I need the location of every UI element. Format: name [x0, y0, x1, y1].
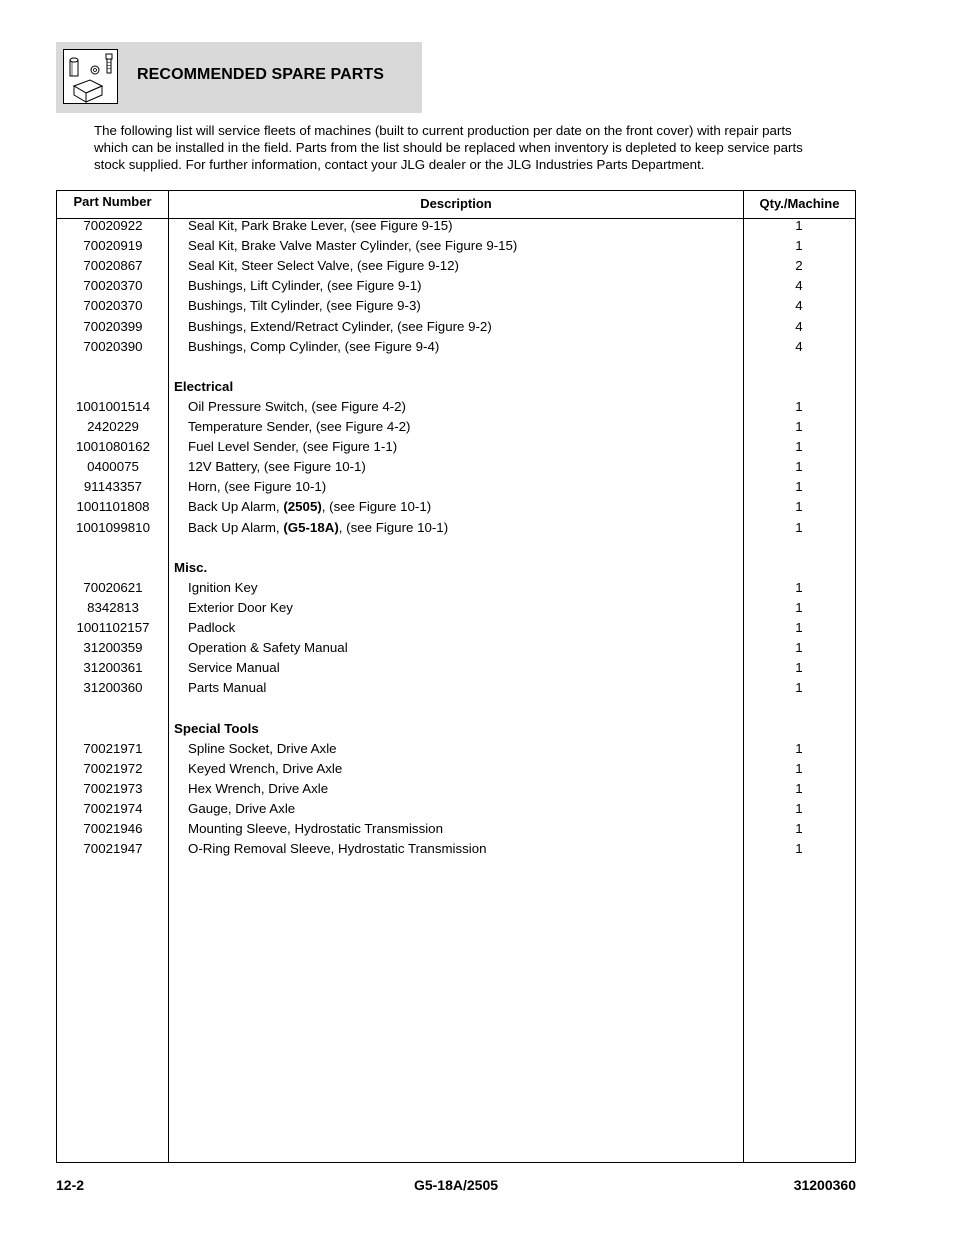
- quantity-cell: 1: [795, 479, 803, 495]
- quantity-cell: 1: [795, 680, 803, 696]
- column-header-part-number: Part Number: [73, 194, 152, 209]
- section-heading: Electrical: [174, 378, 234, 394]
- table-row: [57, 339, 855, 359]
- description-cell: Seal Kit, Steer Select Valve, (see Figure 9-12): [188, 258, 459, 274]
- quantity-cell: 1: [795, 620, 803, 635]
- quantity-cell: 1: [795, 398, 803, 414]
- part-number-cell: 70020621: [83, 579, 143, 595]
- description-cell: Seal Kit, Brake Valve Master Cylinder, (see Figure 9-15): [188, 238, 518, 254]
- table-row: [57, 459, 855, 479]
- manual-number: 31200360: [793, 1177, 856, 1193]
- description-cell: O-Ring Removal Sleeve, Hydrostatic Transmission: [188, 841, 487, 857]
- table-row: [57, 520, 855, 540]
- quantity-cell: 1: [795, 238, 803, 254]
- quantity-cell: 1: [795, 218, 803, 233]
- quantity-cell: 4: [795, 338, 803, 354]
- description-text: Back Up Alarm,: [188, 499, 284, 515]
- intro-paragraph: The following list will service fleets of machines (built to current production per date on the front cover) with repair parts which can be installed in the field. Parts from the list should be replaced when inventory is depleted to keep service parts stock supplied. For further information, contact your JLG dealer or the JLG Industries Parts Department.: [94, 123, 803, 172]
- description-text: , (see Figure 10-1): [338, 519, 449, 535]
- table-row: [57, 499, 855, 519]
- quantity-cell: 1: [795, 599, 803, 615]
- model-label: G5-18A/2505: [413, 1177, 499, 1193]
- part-number-cell: 1001099810: [76, 519, 150, 535]
- table-row: [57, 781, 855, 801]
- quantity-cell: 2: [795, 258, 803, 274]
- description-text: , (see Figure 10-1): [321, 499, 432, 515]
- part-number-cell: 70020370: [83, 298, 143, 314]
- table-row: [57, 741, 855, 761]
- quantity-cell: 4: [795, 278, 803, 294]
- part-number-cell: 31200361: [83, 660, 143, 676]
- part-number-cell: 8342813: [87, 599, 139, 615]
- description-cell: Bushings, Extend/Retract Cylinder, (see Figure 9-2): [188, 318, 492, 334]
- quantity-cell: 1: [795, 780, 803, 796]
- quantity-cell: 1: [795, 459, 803, 475]
- quantity-cell: 1: [795, 760, 803, 776]
- quantity-cell: 1: [795, 419, 803, 434]
- part-number-cell: 1001001514: [76, 398, 150, 414]
- part-number-cell: 70021974: [83, 800, 143, 816]
- description-cell: Keyed Wrench, Drive Axle: [188, 760, 343, 776]
- page-number: 12-2: [56, 1177, 85, 1193]
- description-cell: Seal Kit, Park Brake Lever, (see Figure 9-15): [188, 218, 453, 233]
- part-number-cell: 70020399: [83, 318, 143, 334]
- column-header-qty: Qty./Machine: [759, 196, 840, 211]
- description-cell: Service Manual: [188, 660, 280, 676]
- part-number-cell: 70020922: [83, 218, 143, 233]
- section-header: [56, 42, 422, 113]
- description-cell: Bushings, Lift Cylinder, (see Figure 9-1): [188, 278, 422, 294]
- section-heading: Misc.: [174, 559, 208, 575]
- quantity-cell: 4: [795, 298, 803, 314]
- table-row: [57, 640, 855, 660]
- description-cell: 12V Battery, (see Figure 10-1): [188, 459, 366, 475]
- table-row: [57, 319, 855, 339]
- part-number-cell: 31200360: [83, 680, 143, 696]
- quantity-cell: 1: [795, 800, 803, 816]
- description-cell: Exterior Door Key: [188, 599, 293, 615]
- description-cell: Gauge, Drive Axle: [188, 800, 296, 816]
- part-number-cell: 91143357: [83, 479, 143, 495]
- spare-parts-icon: [63, 49, 118, 104]
- description-cell: Horn, (see Figure 10-1): [188, 479, 327, 495]
- model-tag: (G5-18A): [283, 519, 339, 535]
- description-cell: [188, 499, 431, 514]
- table-row: [57, 278, 855, 298]
- table-row: [57, 680, 855, 700]
- table-row: [57, 218, 855, 238]
- section-heading: Special Tools: [174, 720, 259, 736]
- part-number-cell: 1001101808: [76, 499, 150, 515]
- part-number-cell: 70021972: [83, 760, 143, 776]
- table-row: [57, 761, 855, 781]
- description-cell: Parts Manual: [188, 680, 267, 696]
- quantity-cell: 4: [795, 318, 803, 334]
- part-number-cell: 70021973: [83, 780, 143, 796]
- table-row: [57, 821, 855, 841]
- table-row: [57, 580, 855, 600]
- table-row: [57, 841, 855, 861]
- quantity-cell: 1: [795, 740, 803, 756]
- table-row: [57, 620, 855, 640]
- table-row: [57, 801, 855, 821]
- part-number-cell: 1001102157: [76, 620, 150, 635]
- description-cell: Fuel Level Sender, (see Figure 1-1): [188, 439, 398, 455]
- column-header-description: Description: [420, 196, 492, 211]
- description-cell: Oil Pressure Switch, (see Figure 4-2): [188, 398, 406, 414]
- part-number-cell: 70020370: [83, 278, 143, 294]
- part-number-cell: 0400075: [87, 459, 139, 475]
- page-title: RECOMMENDED SPARE PARTS: [137, 66, 385, 83]
- part-number-cell: 31200359: [83, 640, 143, 656]
- part-number-cell: 70021947: [83, 841, 143, 857]
- description-cell: Operation & Safety Manual: [188, 640, 348, 656]
- table-row: [57, 660, 855, 680]
- quantity-cell: 1: [795, 439, 803, 455]
- part-number-cell: 70020390: [83, 338, 143, 354]
- part-number-cell: 70020867: [83, 258, 143, 274]
- part-number-cell: 70020919: [83, 238, 143, 254]
- description-cell: Spline Socket, Drive Axle: [188, 740, 337, 756]
- description-cell: [188, 520, 448, 535]
- part-number-cell: 70021971: [83, 740, 143, 756]
- part-number-cell: 70021946: [83, 821, 143, 836]
- description-cell: Bushings, Tilt Cylinder, (see Figure 9-3): [188, 298, 421, 314]
- description-cell: Temperature Sender, (see Figure 4-2): [188, 419, 411, 434]
- part-number-cell: 1001080162: [76, 439, 150, 455]
- quantity-cell: 1: [795, 499, 803, 515]
- description-cell: Padlock: [188, 620, 236, 635]
- table-row: [57, 399, 855, 419]
- model-tag: (2505): [283, 499, 322, 515]
- description-cell: Ignition Key: [188, 579, 258, 595]
- table-row: [57, 600, 855, 620]
- quantity-cell: 1: [795, 579, 803, 595]
- table-row: [57, 258, 855, 278]
- quantity-cell: 1: [795, 821, 803, 836]
- description-cell: Hex Wrench, Drive Axle: [188, 780, 329, 796]
- part-number-cell: 2420229: [87, 419, 139, 434]
- table-row: [57, 238, 855, 258]
- table-row: [57, 419, 855, 439]
- quantity-cell: 1: [795, 640, 803, 656]
- table-row: [57, 479, 855, 499]
- table-row: [57, 439, 855, 459]
- description-cell: Mounting Sleeve, Hydrostatic Transmission: [188, 821, 443, 836]
- quantity-cell: 1: [795, 519, 803, 535]
- spare-parts-table: [56, 190, 856, 1163]
- table-row: [57, 298, 855, 318]
- quantity-cell: 1: [795, 660, 803, 676]
- quantity-cell: 1: [795, 841, 803, 857]
- description-cell: Bushings, Comp Cylinder, (see Figure 9-4): [188, 338, 440, 354]
- description-text: Back Up Alarm,: [188, 519, 284, 535]
